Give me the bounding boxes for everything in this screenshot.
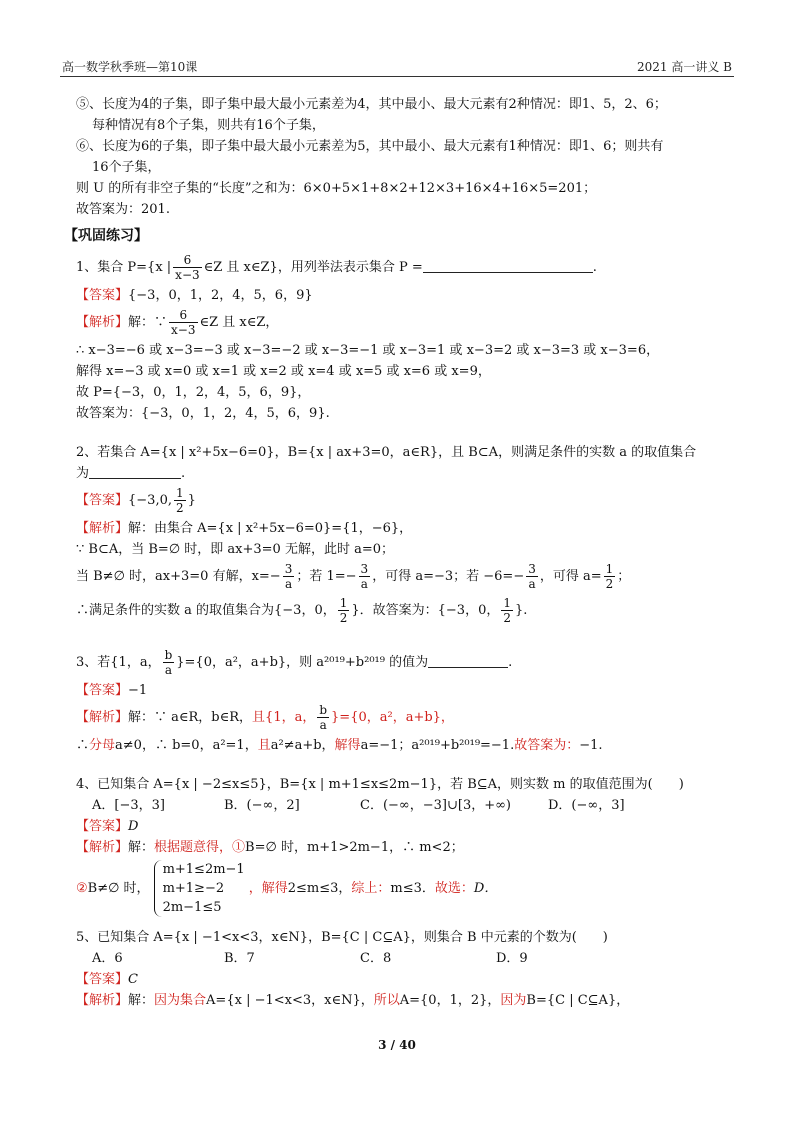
q2-answer-fraction — [174, 486, 186, 515]
q5-a1-b4: B={C | C⊆A}， — [526, 993, 630, 1008]
q1-answer-text: {−3，0，1，2，4，5，6，9} — [128, 288, 313, 303]
q1-answer — [76, 285, 728, 306]
para-5b: 每种情况有8个子集，则共有16个子集， — [92, 118, 325, 133]
q4-a2-r: ② — [76, 881, 88, 896]
q3-answer-text: −1 — [128, 683, 148, 698]
q4-choice-d[interactable]: D．(−∞，3] — [548, 798, 625, 813]
q3-a1-red: 且{1，a， — [252, 710, 316, 725]
q1-a1-post: ∈Z 且 x∈Z， — [199, 315, 279, 330]
q2-analysis-3 — [76, 560, 728, 594]
q2-a4-3: }. — [515, 603, 528, 618]
q3-a2-b1: ∴ — [76, 738, 90, 753]
q2-a3-frac-1 — [283, 562, 295, 591]
q4-a2-r3: 综上： — [351, 881, 391, 896]
q2-a3-frac-4 — [604, 562, 616, 591]
q3-frac-den: a — [164, 663, 172, 677]
q2-a4-frac-1-num: 1 — [339, 596, 348, 610]
q4-answer-text: D — [128, 819, 139, 834]
q4-analysis-1 — [76, 837, 728, 858]
q2-a3-frac-4-num: 1 — [605, 562, 614, 576]
q1-a1-fraction — [169, 308, 197, 337]
q2-a3-4: ，可得 a= — [539, 569, 602, 584]
q3-stem — [76, 646, 728, 680]
analysis-label: 【解析】 — [76, 993, 129, 1008]
q2-a3-frac-1-num: 3 — [284, 562, 293, 576]
header-left: 高一数学秋季班—第10课 — [62, 60, 198, 74]
sum-formula: 6×0+5×1+8×2+12×3+16×4+16×5=201； — [303, 181, 597, 196]
q2-a4-frac-1-den: 2 — [339, 611, 348, 625]
q3-a2-b4: a=−1；a²⁰¹⁹+b²⁰¹⁹=−1. — [360, 738, 515, 753]
q2-analysis-4 — [76, 594, 728, 628]
q1-analysis-2: ∴ x−3=−6 或 x−3=−3 或 x−3=−2 或 x−3=−1 或 x−3=1 或 x−3=2 或 x−3=3 或 x−3=6， — [76, 343, 660, 358]
q2-stem-1: 2、若集合 A={x | x²+5x−6=0}，B={x | ax+3=0，a∈R}，且 B⊂A，则满足条件的实数 a 的取值集合 — [76, 445, 697, 460]
q5-a1-r3: 因为 — [500, 993, 527, 1008]
q4-case-2: m+1≥−2 — [162, 881, 225, 896]
q2-a4-frac-2-num: 1 — [503, 596, 511, 610]
answer-label: 【答案】 — [76, 819, 129, 834]
q2-answer-num: 1 — [176, 486, 184, 500]
q3-a2-b2: a≠0，∴ b=0，a²=1， — [115, 738, 258, 753]
q1-a1-frac-den: x−3 — [171, 323, 196, 337]
q2-a3-frac-2 — [359, 562, 371, 591]
q1-analysis-5: 故答案为：{−3，0，1，2，4，5，6，9}. — [76, 406, 330, 421]
q4-choice-a[interactable]: A．[−3，3] — [92, 798, 165, 813]
q2-a4-frac-2-den: 2 — [503, 611, 511, 625]
q3-post: }={0，a²，a+b}，则 a²⁰¹⁹+b²⁰¹⁹ 的值为 — [176, 655, 429, 670]
q5-a1-r2: 所以 — [373, 993, 400, 1008]
q4-a2-b4: D． — [473, 881, 498, 896]
analysis-label: 【解析】 — [76, 710, 129, 725]
answer-label: 【答案】 — [76, 683, 129, 698]
q2-a3-frac-2-num: 3 — [360, 562, 369, 576]
header-divider — [60, 76, 734, 77]
q5-choices — [76, 948, 728, 969]
q2-a3-frac-1-den: a — [284, 577, 293, 591]
q5-analysis-1 — [76, 990, 728, 1011]
q2-a3-5: ； — [617, 569, 631, 584]
q4-case-1: m+1≤2m−1 — [162, 862, 245, 877]
q2-a3-frac-2-den: a — [360, 577, 368, 591]
q5-a1-b3: A={0，1，2}， — [399, 993, 501, 1008]
q5-a1-b: 解： — [128, 993, 155, 1008]
q3-answer — [76, 680, 728, 701]
q2-a4-2: }．故答案为：{−3，0， — [351, 603, 500, 618]
answer-label: 【答案】 — [76, 288, 129, 303]
q5-answer — [76, 969, 728, 990]
q2-a4-frac-2 — [501, 596, 513, 625]
sum-line — [76, 178, 728, 199]
top-answer: 故答案为：201. — [76, 202, 170, 217]
q1-a1-pre: 解：∵ — [128, 315, 168, 330]
q4-a1-r: 根据题意得，① — [154, 840, 246, 855]
q1-a1-frac-num: 6 — [169, 308, 197, 323]
q4-choice-b[interactable]: B．(−∞，2] — [224, 798, 300, 813]
q2-a3-frac-4-den: 2 — [605, 577, 614, 591]
q3-frac-num: b — [164, 648, 173, 662]
q4-choice-c[interactable]: C．(−∞，−3]∪[3，+∞) — [360, 798, 512, 813]
q4-a2-r2: ，解得 — [248, 881, 288, 896]
q2-a1-text: 解：由集合 A={x | x²+5x−6=0}={1，−6}， — [128, 521, 413, 536]
sum-text: 则 U 的所有非空子集的“长度”之和为： — [76, 181, 304, 196]
para-5a: ⑤、长度为4的子集，即子集中最大最小元素差为4，其中最小、最大元素有2种情况：即1、5，2、6； — [76, 97, 667, 112]
q1-stem — [76, 251, 728, 285]
q1-analysis-1 — [76, 306, 728, 340]
q5-choice-b[interactable]: B．7 — [224, 951, 255, 966]
q2-answer-post: } — [187, 493, 196, 508]
q2-answer — [76, 484, 728, 518]
q5-choice-c[interactable]: C．8 — [360, 951, 392, 966]
q1-end: . — [592, 260, 597, 275]
q3-a1-black: 解：∵ a∈R，b∈R， — [128, 710, 253, 725]
q4-case-system — [154, 860, 245, 917]
q5-choice-a[interactable]: A．6 — [92, 951, 123, 966]
q4-a2-b2: 2≤m≤3， — [287, 881, 352, 896]
q4-a2-b: B≠∅ 时， — [87, 881, 150, 896]
q5-choice-d[interactable]: D．9 — [496, 951, 528, 966]
q2-a3-2: ；若 1=− — [296, 569, 357, 584]
q2-answer-pre: {−3,0, — [128, 493, 172, 508]
q1-analysis-3: 解得 x=−3 或 x=0 或 x=1 或 x=2 或 x=4 或 x=5 或 x=6 或 x=9， — [76, 364, 491, 379]
answer-label: 【答案】 — [76, 493, 129, 508]
q3-pre: 3、若{1，a， — [76, 655, 161, 670]
q2-answer-blank — [89, 464, 181, 479]
section-title: 【巩固练习】 — [64, 228, 148, 244]
page-content — [64, 94, 728, 1011]
q1-post: ∈Z 且 x∈Z}，用列举法表示集合 P = — [203, 260, 423, 275]
q1-answer-blank — [423, 258, 593, 273]
q2-stem-2 — [76, 463, 728, 484]
q4-a1-b: 解： — [128, 840, 155, 855]
q1-frac-den: x−3 — [175, 268, 200, 282]
q4-case-3: 2m−1≤5 — [162, 900, 222, 915]
q3-a2-r1: 分母 — [89, 738, 116, 753]
q3-end: . — [508, 655, 513, 670]
q3-a1-frac-num: b — [319, 703, 328, 717]
analysis-label: 【解析】 — [76, 315, 129, 330]
q2-a3-frac-3 — [526, 562, 538, 591]
q3-a2-r4: 故答案为： — [514, 738, 580, 753]
q3-analysis-1 — [76, 701, 728, 735]
q5-answer-text: C — [128, 972, 138, 987]
q4-a2-b3: m≤3． — [390, 881, 435, 896]
q1-analysis-4: 故 P={−3，0，1，2，4，5，6，9}， — [76, 385, 311, 400]
q3-a2-b3: a²≠a+b， — [270, 738, 335, 753]
para-6a: ⑥、长度为6的子集，即子集中最大最小元素差为5，其中最小、最大元素有1种情况：即1、6；则共有 — [76, 139, 664, 154]
q1-frac-num: 6 — [173, 253, 201, 268]
q2-stem-2-text: 为 — [76, 466, 90, 481]
q2-end: . — [181, 466, 186, 481]
q2-analysis-1 — [76, 518, 728, 539]
q3-a1-fraction — [317, 703, 329, 732]
q3-a2-r3: 解得 — [334, 738, 361, 753]
q4-stem: 4、已知集合 A={x | −2≤x≤5}，B={x | m+1≤x≤2m−1}，若 B⊆A，则实数 m 的取值范围为( ) — [76, 777, 684, 792]
q3-analysis-2 — [76, 735, 728, 756]
q5-a1-r: 因为集合 — [154, 993, 207, 1008]
q5-stem: 5、已知集合 A={x | −1<x<3，x∈N}，B={C | C⊆A}，则集合 B 中元素的个数为( ) — [76, 930, 608, 945]
q3-answer-blank — [428, 653, 508, 668]
q2-a3-frac-3-den: a — [528, 577, 536, 591]
q4-a1-b2: B=∅ 时，m+1>2m−1，∴ m<2； — [245, 840, 464, 855]
q4-choices — [76, 795, 728, 816]
q1-fraction — [173, 253, 201, 282]
q3-fraction — [163, 648, 175, 677]
q4-analysis-2 — [76, 860, 728, 917]
q2-a3-1: 当 B≠∅ 时，ax+3=0 有解，x=− — [76, 569, 281, 584]
answer-label: 【答案】 — [76, 972, 129, 987]
header-right: 2021 高一讲义 B — [637, 60, 732, 74]
q2-a3-3: ，可得 a=−3；若 −6=− — [372, 569, 525, 584]
q1-pre: 1、集合 P={x | — [76, 260, 172, 275]
analysis-label: 【解析】 — [76, 840, 129, 855]
q3-a2-b5: −1. — [579, 738, 603, 753]
analysis-label: 【解析】 — [76, 521, 129, 536]
q3-a2-r2: 且 — [257, 738, 271, 753]
q5-a1-b2: A={x | −1<x<3，x∈N}， — [206, 993, 374, 1008]
page-number: 3 / 40 — [378, 1038, 416, 1052]
q4-answer — [76, 816, 728, 837]
q2-a4-1: ∴满足条件的实数 a 的取值集合为{−3，0， — [76, 603, 336, 618]
q2-a4-frac-1 — [338, 596, 350, 625]
para-6b: 16个子集， — [92, 160, 161, 175]
q2-analysis-2: ∵ B⊂A，当 B=∅ 时，即 ax+3=0 无解，此时 a=0； — [76, 542, 394, 557]
q3-a1-frac-den: a — [319, 718, 327, 732]
q2-a3-frac-3-num: 3 — [528, 562, 536, 576]
q2-answer-den: 2 — [176, 501, 184, 515]
q4-a2-r4: 故选： — [434, 881, 474, 896]
q3-a1-red2: }={0，a²，a+b}， — [331, 710, 454, 725]
